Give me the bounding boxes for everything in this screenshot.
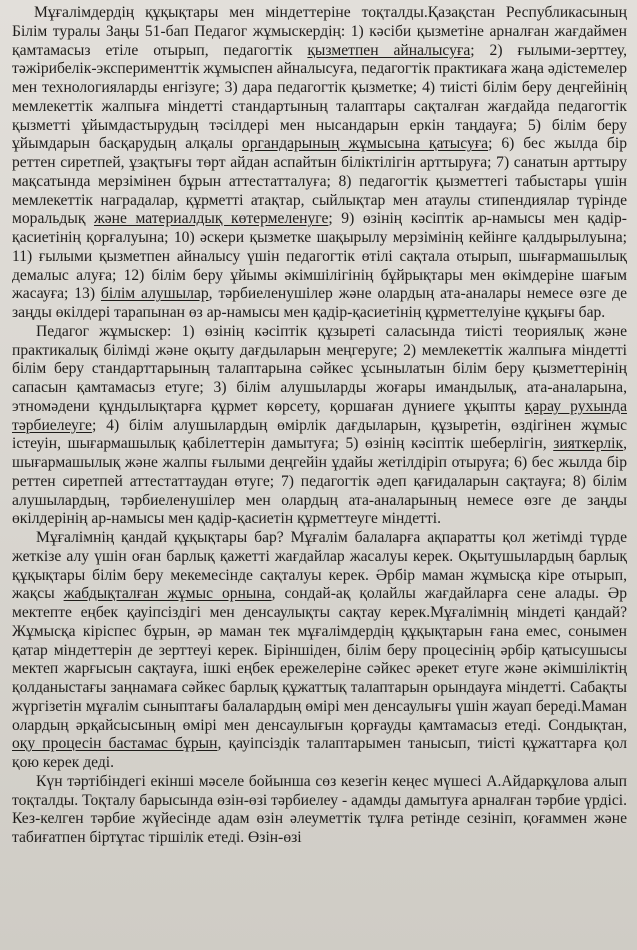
text-run: Күн тәртібіндегі екінші мәселе бойынша сөз кезегін кеңес мүшесі А.Айдарқұлова алып тоқталды. Тоқталу барысында өзін-өзі тәрбиелеу - адамды дамытуға арналған тәрбие үрдісі. Кез-келген тәрбие жүйесінде адам өзін әлеуметтік тұлға ретінде сезініп, қоғаммен және табиғатпен біртұтас тіршілік етеді. Өзін-өзі [12, 772, 627, 846]
text-run: ; 2) ғылыми-зерттеу, тәжірибелік-эксперименттік жұмыспен айналысуға, педагогтік практикаға жаңа әдістемелер мен технологияларды енгізуге; 3) дара педагогтік қызметке; 4) тиісті білім беру деңгейінің мемлекеттік жалпыға міндетті стандартының талаптары сақталған жағдайда педагогтік қызметті ұйымдастырудың тәсілдері мен нысандарын еркін таңдауға; 5) білім беру ұйымдарын басқарудың алқалы [12, 41, 628, 153]
underlined-phrase: және материалдық көтермеленуге [93, 210, 329, 228]
underlined-phrase: органдарының жұмысына қатысуға [241, 135, 489, 153]
underlined-phrase: жабдықталған жұмыс орнына [63, 585, 272, 603]
paragraph-rights-and-obligations [12, 529, 627, 773]
text-run: ; 6) бес жылда бір реттен сиретпей, ұзақтығы төрт айдан аспайтын біліктілігін арттыруға; 7) санатын арттыру мақсатында мерзімінен бұрын аттестатталуға; 8) педагогтік қызметтегі табыстары үшін мемлекеттік наградалар, құрметті атақтар, сыйлықтар мен атаулы стипендиялар түрінде моральдық [12, 135, 627, 228]
underlined-phrase: қызметпен айналысуға [307, 41, 471, 59]
text-run: Педагог жұмыскер: 1) өзінің кәсіптік құзыреті саласында тиісті теориялық және практикалық білімді және оқыту дағдыларын меңгеруге; 2) мемлекеттік жалпыға міндетті білім беру стандарттарының талаптарына сәйкес ұсынылатын білім беру қызметтерінің сапасын қамтамасыз етуге; 3) білім алушыларды жоғары имандылық, ата-аналарына, этномәдени құндылықтарға құрмет көрсету, қоршаған дүниеге ұқыпты [12, 322, 627, 415]
text-run: , тәрбиеленушілер және олардың ата-аналары немесе өзге де заңды өкілдері тарапынан өз ар-намысы мен қадір-қасиетінің құрметтелуіне құқығы бар. [12, 285, 628, 321]
text-run: , шығармашылық және жалпы ғылыми деңгейін ұдайы жетілдіріп отыруға; 6) бес жылда бір реттен сиретпей аттестаттаудан өтуге; 7) педагогтік әдеп қағидаларын сақтауға; 8) білім алушылардың, тәрбиеленушілер мен олардың ата-аналарының немесе өзге де заңды өкілдерінің ар-намысы мен қадір-қасиетін құрметтеуге міндетті. [12, 435, 627, 528]
text-run: Мұғалімнің қандай құқықтары бар? Мұғалім балаларға ақпаратты қол жетімді түрде жеткізе алу үшін оған барлық қажетті жағдайлар жасалуы керек. Оқытушылардың барлық құқықтары білім беру мекемесінде сақталуы керек. Әрбір маман жұмысқа кіре отырып, жақсы [12, 529, 627, 603]
underlined-phrase: қарау рухында тәрбиелеуге [12, 397, 627, 434]
text-run: , сондай-ақ қолайлы жағдайларға сене алады. Әр мектепте еңбек қауіпсіздігі мен денсаулықты сақтау керек.Мұғалімнің міндеті қандай? Жұмысқа кіріспес бұрын, әр маман тек мұғалімдердің құқықтарын ғана емес, сонымен қатар міндеттерін де зерттеуі керек. Біріншіден, білім беру процесінің әрбір қатысушысы мектеп жарғысын сақтауға, ішкі еңбек ережелеріне сәйкес әрекет етуге және әкімшіліктің қолданыстағы заңнамаға сәйкес барлық құжаттық талаптарын орындауға міндетті. Сабақты жүргізетін мұғалім сыныптағы балалардың өмірі мен денсаулығы үшін жауап береді.Маман олардың әрқайсысының өмірі мен денсаулығын қорғауды қамтамасыз етеді. Сондықтан, [12, 585, 627, 734]
underlined-phrase: оқу процесін бастамас бұрын [12, 735, 218, 753]
underlined-phrase: зияткерлік [553, 435, 624, 453]
paragraph-teacher-duties [12, 323, 627, 529]
text-run: Мұғалімдердің құқықтары мен міндеттеріне тоқталды.Қазақстан Республикасының Білім туралы Заңы 51-бап Педагог жұмыскердің: 1) кәсіби қызметіне арналған жағдаймен қамтамасыз етіле отырып, педагогтік [12, 4, 627, 59]
underlined-phrase: білім алушылар [100, 285, 209, 303]
text-run: ; 9) өзінің кәсіптік ар-намысы мен қадір-қасиетінің қорғалуына; 10) әскери қызметке шақырылу мерзімінің кейінге қалдырылуына; 11) ғылыми қызметпен айналысу үшін педагогтік өтілі сақтала отырып, шығармашылық демалыс алуға; 12) білім беру ұйымы әкімшілігінің бұйрықтары мен өкімдеріне шағым жасауға; 13) [12, 210, 627, 303]
text-run: ; 4) білім алушылардың өмірлік дағдыларын, құзыретін, өздігінен жұмыс істеуін, шығармашылық қабілеттерін дамытуға; 5) өзінің кәсіптік шеберлігін, [12, 416, 627, 453]
paragraph-teacher-rights [12, 4, 627, 323]
text-run: , қауіпсіздік талаптарымен танысып, тиісті құжаттарға қол қою керек деді. [12, 735, 628, 771]
paragraph-second-agenda-item [12, 773, 627, 848]
